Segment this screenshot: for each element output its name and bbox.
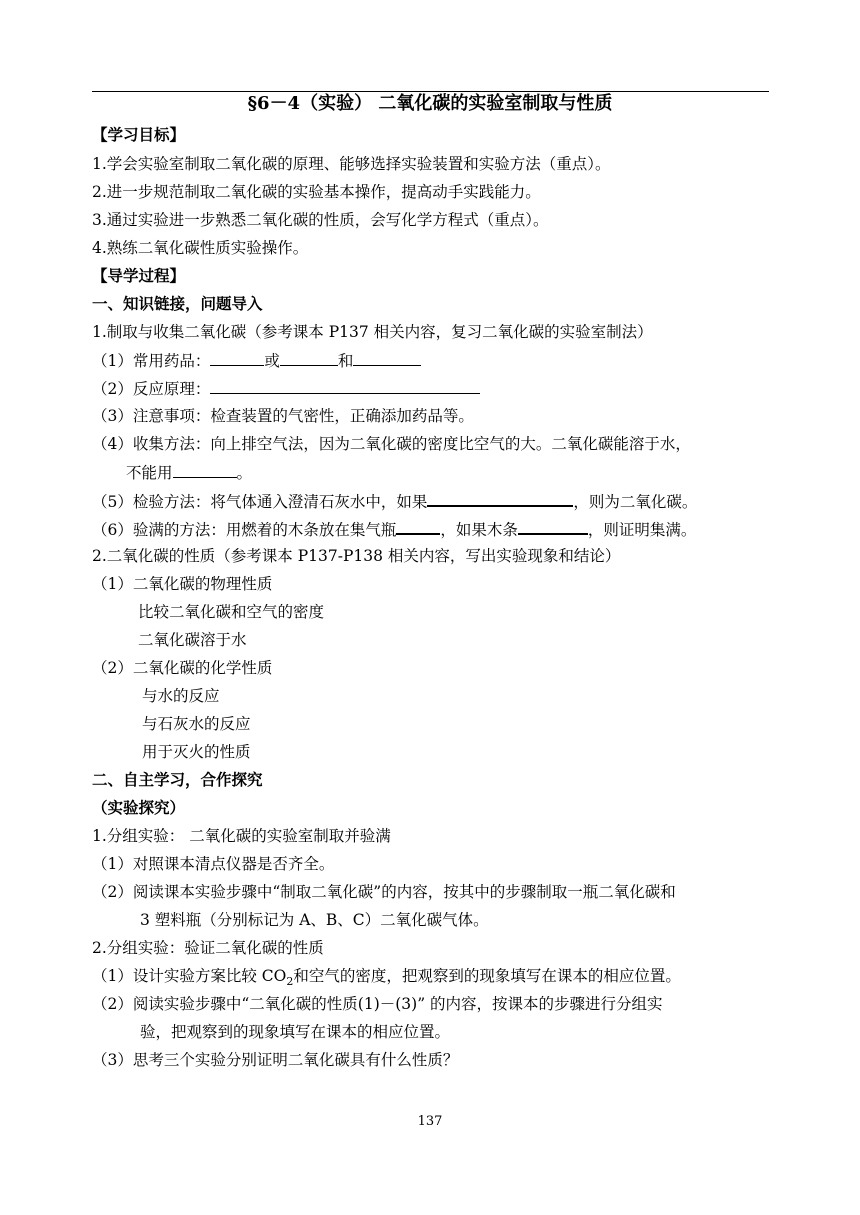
q1-1-or: 或: [264, 352, 280, 370]
page-number: 137: [417, 1114, 443, 1129]
list-item: 比较二氧化碳和空气的密度: [138, 603, 325, 621]
e2-1-prefix: （1）设计实验方案比较 CO: [92, 967, 287, 985]
experiment-1-2: （2）阅读课本实验步骤中“制取二氧化碳”的内容，按其中的步骤制取一瓶二氧化碳和: [92, 883, 676, 901]
q1-4-prefix: 不能用: [126, 464, 173, 482]
question-1-intro: 1.制取与收集二氧化碳（参考课本 P137 相关内容，复习二氧化碳的实验室制法）: [92, 323, 653, 341]
fill-blank[interactable]: [518, 518, 588, 535]
experiment-2-2: （2）阅读实验步骤中“二氧化碳的性质(1)－(3)” 的内容，按课本的步骤进行分组实: [92, 995, 663, 1013]
fill-blank[interactable]: [427, 490, 573, 507]
experiment-1-intro: 1.分组实验： 二氧化碳的实验室制取并验满: [92, 827, 391, 845]
question-1-4: （4）收集方法：向上排空气法，因为二氧化碳的密度比空气的大。二氧化碳能溶于水，: [92, 435, 691, 453]
experiment-2-1: [92, 966, 681, 989]
q1-6-mid: ，如果木条: [440, 521, 518, 539]
q1-1-label: （1）常用药品：: [92, 352, 211, 370]
fill-blank[interactable]: [210, 378, 480, 394]
fill-blank[interactable]: [173, 462, 237, 478]
experiment-2-2-cont: 验，把观察到的现象填写在课本的相应位置。: [140, 1023, 451, 1041]
question-2-2: （2）二氧化碳的化学性质: [92, 659, 273, 677]
question-1-2: [92, 378, 480, 399]
question-1-3: （3）注意事项：检查装置的气密性，正确添加药品等。: [92, 407, 474, 425]
experiment-1-1: （1）对照课本清点仪器是否齐全。: [92, 855, 335, 873]
goal-item: 1.学会实验室制取二氧化碳的原理、能够选择实验装置和实验方法（重点）。: [92, 155, 611, 173]
question-2-1: （1）二氧化碳的物理性质: [92, 575, 273, 593]
e2-1-suffix: 和空气的密度，把观察到的现象填写在课本的相应位置。: [293, 967, 681, 985]
q1-1-and: 和: [337, 352, 354, 370]
header-rule: [92, 91, 769, 92]
goals-header: 【学习目标】: [92, 125, 186, 144]
experiment-header: （实验探究）: [92, 798, 186, 817]
process-header: 【导学过程】: [92, 266, 186, 285]
experiment-2-3: （3）思考三个实验分别证明二氧化碳具有什么性质？: [92, 1051, 459, 1069]
goal-item: 3.通过实验进一步熟悉二氧化碳的性质，会写化学方程式（重点）。: [92, 211, 549, 229]
question-1-6: [92, 518, 696, 540]
co2-subscript: 2: [286, 975, 294, 989]
question-1-4-cont: [126, 462, 252, 483]
question-1-5: [92, 490, 697, 512]
list-item: 二氧化碳溶于水: [138, 631, 247, 649]
q1-4-suffix: 。: [236, 464, 253, 482]
section-1-heading: 一、知识链接，问题导入: [92, 294, 263, 313]
q1-5-prefix: （5）检验方法：将气体通入澄清石灰水中，如果: [92, 493, 428, 511]
list-item: 用于灭火的性质: [142, 743, 251, 761]
section-2-heading: 二、自主学习，合作探究: [92, 770, 263, 789]
fill-blank[interactable]: [353, 350, 421, 366]
fill-blank[interactable]: [210, 350, 264, 366]
q1-6-suffix: ，则证明集满。: [587, 521, 697, 539]
experiment-2-intro: 2.分组实验：验证二氧化碳的性质: [92, 939, 324, 957]
page-title: §6－4（实验） 二氧化碳的实验室制取与性质: [247, 93, 613, 114]
list-item: 与石灰水的反应: [142, 715, 251, 733]
q1-5-suffix: ，则为二氧化碳。: [573, 493, 698, 511]
question-2-intro: 2.二氧化碳的性质（参考课本 P137-P138 相关内容，写出实验现象和结论）: [92, 547, 621, 565]
goal-item: 2.进一步规范制取二氧化碳的实验基本操作，提高动手实践能力。: [92, 183, 541, 201]
fill-blank[interactable]: [396, 518, 440, 535]
fill-blank[interactable]: [280, 350, 338, 366]
question-1-1: [92, 350, 421, 371]
q1-6-prefix: （6）验满的方法：用燃着的木条放在集气瓶: [92, 521, 397, 539]
q1-2-label: （2）反应原理：: [92, 380, 211, 398]
goal-item: 4.熟练二氧化碳性质实验操作。: [92, 239, 309, 257]
experiment-1-2-cont: 3 塑料瓶（分别标记为 A、B、C）二氧化碳气体。: [140, 911, 489, 929]
list-item: 与水的反应: [142, 687, 220, 705]
